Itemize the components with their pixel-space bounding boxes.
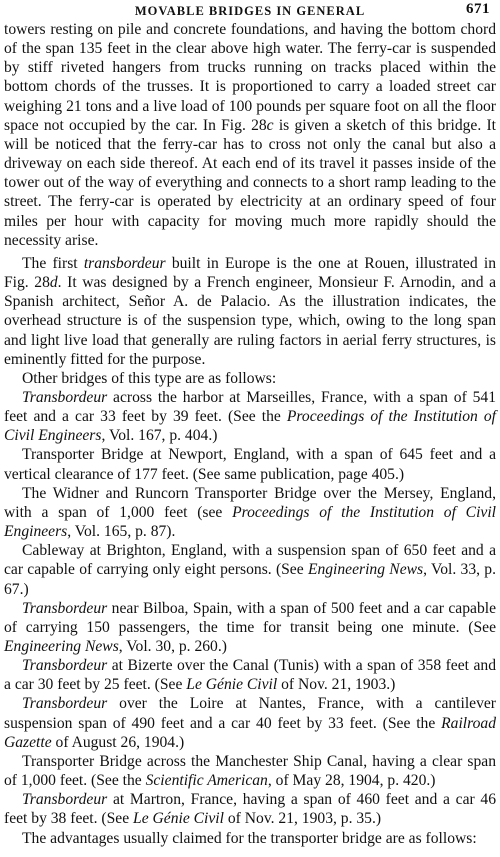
text-run: , Vol. 167, p. 404.) [101,427,218,445]
text-run: The first [22,254,84,272]
text-run: The advantages usually claimed for the transporter bridge are as follows: [22,829,477,847]
text-run: of Nov. 21, 1903, p. 35.) [223,810,382,828]
paragraph [4,752,496,790]
page-number: 671 [466,1,490,17]
italic-text: Le Génie Civil [186,676,278,694]
text-run: . It was designed by a French engineer, Monsieur F. Arnodin, and a Spanish architect, Señor A. de Palacio. As the illustration indicates, the overhead structure is of the suspension type, which, owing to the long span and light live load that generally are ruling factors in aerial ferry structures, is eminently fitted for the purpose. [4,274,496,368]
text-run: near Bilboa, Spain, with a span of 500 feet and a car capable of carrying 150 passengers, the time for transit being one minute. (See [4,599,496,636]
paragraph [4,541,496,598]
italic-text: c [266,116,274,134]
italic-text: Proceedings of the Institution of Civil Engineers [4,408,496,445]
italic-text: transbordeur [83,254,166,272]
paragraph [4,484,496,541]
paragraph [4,445,496,483]
paragraph [4,656,496,694]
text-run: , Vol. 165, p. 87). [67,523,176,541]
italic-text: Engineering News [4,638,119,655]
text-run: Transporter Bridge at Newport, England, with a span of 645 feet and a vertical clearance of 177 feet. (See same publication, page 405.) [4,446,496,483]
italic-text: Transbordeur [22,388,108,406]
paragraph [4,790,496,828]
running-title: MOVABLE BRIDGES IN GENERAL [134,4,366,18]
text-run: Other bridges of this type are as follows: [22,369,277,387]
paragraph [4,369,496,388]
text-run: across the harbor at Marseilles, France, with a span of 541 feet and a car 33 feet by 39 feet. (See the [4,388,496,426]
paragraph [4,254,496,369]
running-header [4,2,496,16]
text-run: of August 26, 1904.) [51,733,185,751]
text-run: Transporter Bridge across the Manchester Ship Canal, having a clear span of 1,000 feet. (See the [4,752,496,790]
text-run: , of May 28, 1904, p. 420.) [267,772,436,790]
text-run: of Nov. 21, 1903.) [277,676,396,694]
text-run: The Widner and Runcorn Transporter Bridge over the Mersey, England, with a span of 1,000 feet (see [4,484,496,521]
italic-text: Transbordeur [22,657,108,675]
italic-text: Engineering News [307,561,424,579]
italic-text: Railroad Gazette [4,714,496,751]
paragraph [4,694,496,751]
paragraph [4,829,496,848]
italic-text: Transbordeur [22,791,108,809]
italic-text: d [49,274,58,292]
text-run: at Martron, France, having a span of 460 feet and a car 46 feet by 38 feet. (See [4,791,496,828]
text-run: built in Europe is the one at Rouen, illustrated in Fig. 28 [4,254,496,292]
paragraph [4,20,496,250]
italic-text: Scientific American [145,772,268,790]
text-run: over the Loire at Nantes, France, with a cantilever suspension span of 490 feet and a car 40 feet by 33 feet. (See the [4,695,496,732]
text-run: , Vol. 33, p. 67.) [4,561,496,598]
paragraph [4,388,496,445]
text-run: towers resting on pile and concrete foundations, and having the bottom chord of the span 135 feet in the clear above high water. The ferry-car is suspended by stiff riveted hangers from trucks running on tracks placed within the bottom chords of the trusses. It is proportioned to carry a loaded street car weighing 21 tons and a live load of 100 pounds per square foot on all the floor space not occupied by the car. In Fig. 28 [4,21,496,134]
italic-text: Transbordeur [22,599,108,617]
text-run: is given a sketch of this bridge. It will be noticed that the ferry-car has to cross not only the canal but also a driveway on each side thereof. At each end of its travel it passes inside of the tower out of the way of everything and connects to a short ramp leading to the street. The ferry-car is operated by electricity at an ordinary speed of four miles per hour with capacity for moving much more rapidly should the necessity arise. [4,116,496,249]
text-run: at Bizerte over the Canal (Tunis) with a span of 358 feet and a car 30 feet by 25 feet. (See [4,657,496,694]
italic-text: Transbordeur [22,695,108,713]
paragraph [4,599,496,656]
italic-text: Le Génie Civil [133,810,224,828]
text-run: , Vol. 30, p. 260.) [118,638,227,655]
body-text [4,20,496,848]
italic-text: Proceedings of the Institution of Civil Engineers [4,503,496,541]
text-run: Cableway at Brighton, England, with a suspension span of 650 feet and a car capable of carrying only eight persons. (See [4,542,496,579]
